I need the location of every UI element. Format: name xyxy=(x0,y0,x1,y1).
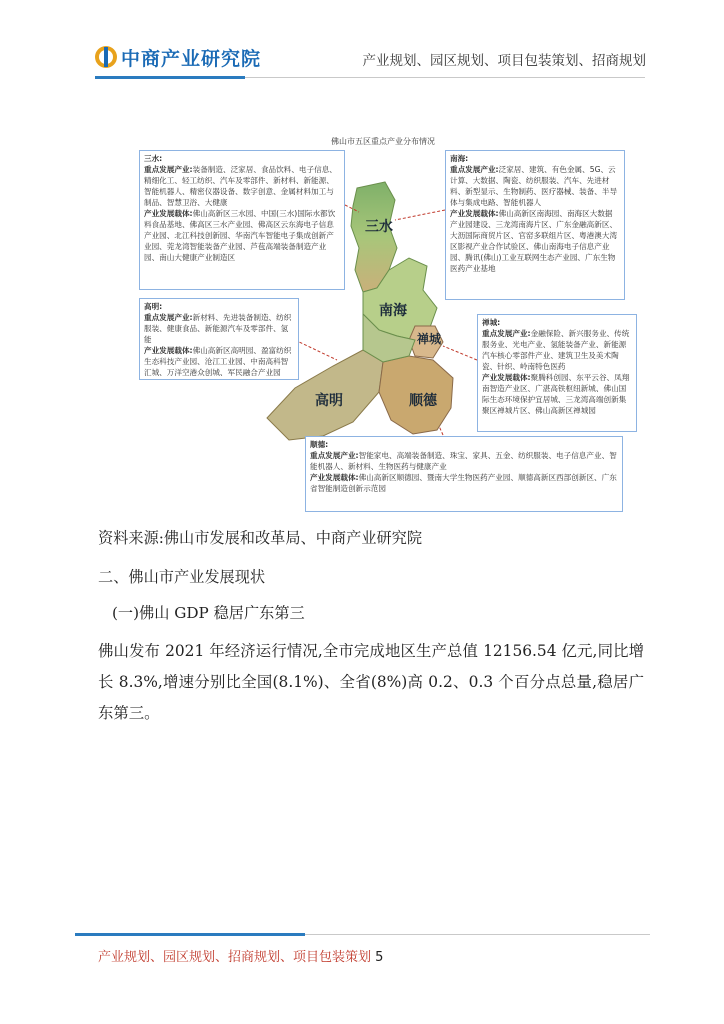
box-value: 佛山高新区三水园、中国(三水)国际水都饮料食品基地、佛高区三水产业园、佛高区云东海电子信息产业园、北江科技创新园、华南汽车智能电子集成创新产业园、莞龙湾智能装备产业园、芦苞高端装备制造产业园、南山大健康产业制造区 xyxy=(144,209,336,262)
header-rule xyxy=(245,77,645,78)
source-note: 资料来源:佛山市发展和改革局、中商产业研究院 xyxy=(98,529,423,547)
box-key: 产业发展载体: xyxy=(144,346,193,355)
box-key: 产业发展载体: xyxy=(450,209,499,218)
box-value: 金融保险、新兴服务业、传统服务业、光电产业、氢能装备产业、新能源汽车核心零部件产业、建筑卫生及美术陶瓷、针织、岭南特色医药 xyxy=(482,329,630,371)
box-title: 禅城: xyxy=(482,318,501,327)
logo-icon xyxy=(95,46,117,68)
logo xyxy=(95,44,261,70)
box-value: 佛山高新区顺德园、暨南大学生物医药产业园、顺德高新区西部创新区、广东省智能制造创新示范园 xyxy=(310,473,617,493)
box-key: 产业发展载体: xyxy=(310,473,359,482)
region-label-chancheng: 禅城 xyxy=(417,332,442,346)
box-title: 南海: xyxy=(450,154,469,163)
box-title: 高明: xyxy=(144,302,163,311)
page-header xyxy=(0,0,724,80)
gaoming-info-box xyxy=(139,298,299,380)
box-key: 重点发展产业: xyxy=(310,451,359,460)
box-title: 顺德: xyxy=(310,440,329,449)
footer-rule xyxy=(305,934,650,935)
box-value: 智能家电、高端装备制造、珠宝、家具、五金、纺织服装、电子信息产业、智能机器人、新材料、生物医药与健康产业 xyxy=(310,451,617,471)
box-key: 重点发展产业: xyxy=(144,313,193,322)
body-paragraph: 佛山发布 2021 年经济运行情况,全市完成地区生产总值 12156.54 亿元,同比增长 8.3%,增速分别比全国(8.1%)、全省(8%)高 0.2、0.3 个百分点总量,稳居广东第三。 xyxy=(98,642,644,722)
box-value: 新材料、先进装备制造、纺织服装、健康食品、新能源汽车及零部件、氢能 xyxy=(144,313,292,344)
section-heading: 二、佛山市产业发展现状 xyxy=(98,568,266,586)
box-value: 聚腾科创园、东平云谷、凤翔南智造产业区、广湛高铁枢纽新城、佛山国际生态环境保护宜居城、三龙湾高端创新集聚区禅城片区、佛山高新区禅城园 xyxy=(482,373,630,415)
footer-rule-accent xyxy=(75,933,305,936)
region-label-gaoming: 高明 xyxy=(315,393,343,409)
industry-map-figure xyxy=(127,130,639,515)
nanhai-info-box xyxy=(445,150,625,300)
box-key: 产业发展载体: xyxy=(482,373,531,382)
box-value: 佛山高新区高明园、盈富纺织生态科技产业园、沧江工业园、中南高科智汇城、万洋空港众创城、军民融合产业园 xyxy=(144,346,292,377)
page-footer xyxy=(98,946,383,965)
logo-text: 中商产业研究院 xyxy=(121,47,262,70)
region-label-sanshui: 三水 xyxy=(365,219,393,235)
sanshui-info-box xyxy=(139,150,345,290)
header-rule-accent xyxy=(95,76,245,79)
region-label-nanhai: 南海 xyxy=(379,303,407,319)
page-number: 5 xyxy=(375,950,384,965)
footer-tagline: 产业规划、园区规划、招商规划、项目包装策划 xyxy=(98,950,372,965)
subsection-heading: (一)佛山 GDP 稳居广东第三 xyxy=(112,604,305,622)
box-key: 重点发展产业: xyxy=(482,329,531,338)
header-tagline: 产业规划、园区规划、项目包装策划、招商规划 xyxy=(362,53,646,69)
box-value: 佛山高新区南海园、南海区大数据产业园建设、三龙湾南海片区、广东金融高新区、大沥国际商贸片区、官窑多联组片区、粤港澳大湾区影视产业合作试验区、佛山南海电子信息产业园、腾讯(佛山)工业互联网生态产业园、广东生物医药产业基地 xyxy=(450,209,618,273)
box-value: 装备制造、泛家居、食品饮料、电子信息、精细化工、轻工纺织、汽车及零部件、新材料、新能源、智能机器人、精密仪器设备、数字创意、金属材料加工与制品、智慧卫浴、大健康 xyxy=(144,165,337,207)
box-key: 重点发展产业: xyxy=(450,165,499,174)
shunde-info-box xyxy=(305,436,623,512)
box-key: 产业发展载体: xyxy=(144,209,193,218)
box-title: 三水: xyxy=(144,154,163,163)
box-value: 泛家居、建筑、有色金属、5G、云计算、大数据、陶瓷、纺织服装、汽车、先进材料、新型显示、生物制药、医疗器械、装备、半导体与集成电路、智能机器人 xyxy=(450,165,618,207)
region-label-shunde: 顺德 xyxy=(409,393,437,409)
box-key: 重点发展产业: xyxy=(144,165,193,174)
chancheng-info-box xyxy=(477,314,637,432)
figure-title: 佛山市五区重点产业分布情况 xyxy=(331,137,435,146)
